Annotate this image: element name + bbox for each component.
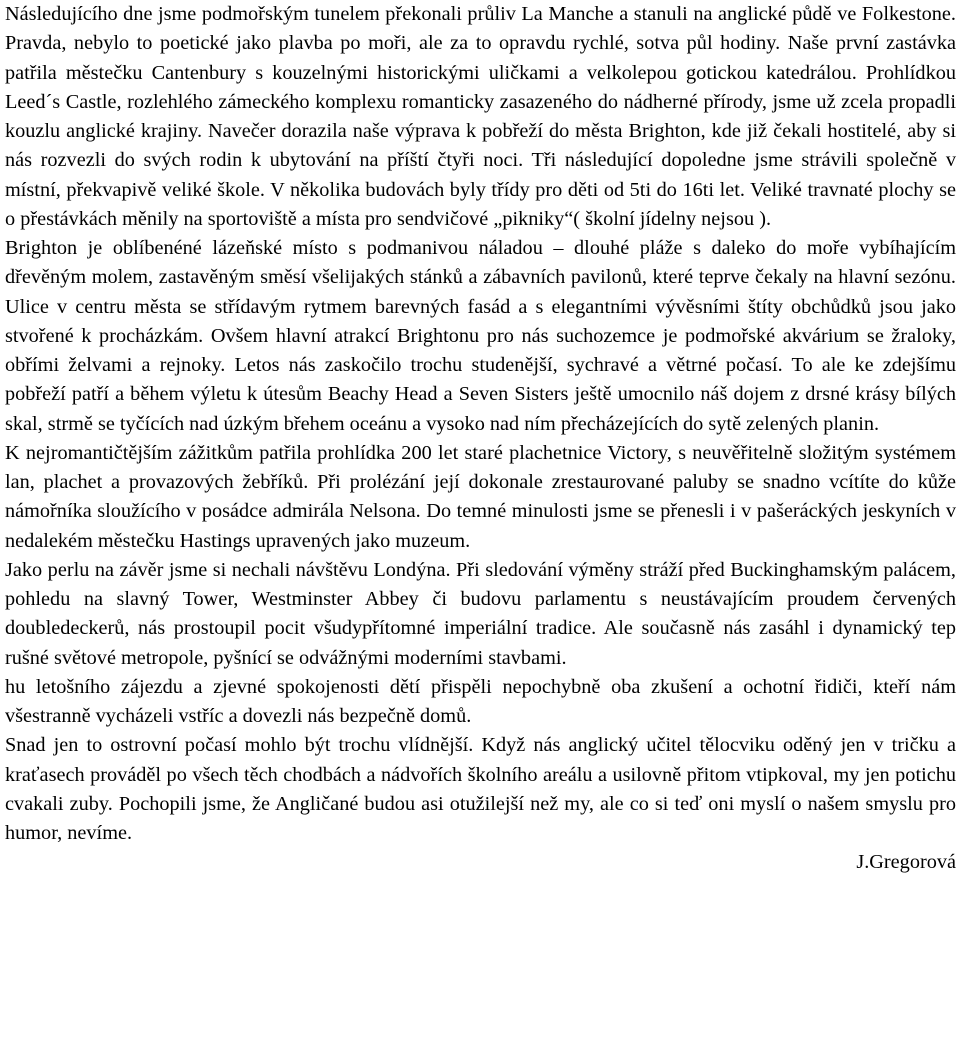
paragraph-folkestone-arrival: Následujícího dne jsme podmořským tunelem překonali průliv La Manche a stanuli na anglické půdě ve Folkestone. Pravda, nebylo to poetické jako plavba po moři, ale za to opravdu rychlé, sotva půl hodiny. Naše první zastávka patřila městečku Cantenbury s kouzelnými historickými uličkami a velkolepou gotickou katedrálou. Prohlídkou Leed´s Castle, rozlehlého zámeckého komplexu romanticky zasazeného do nádherné přírody, jsme už zcela propadli kouzlu anglické krajiny. Navečer dorazila naše výprava k pobřeží do města Brighton, kde již čekali hostitelé, aby si nás rozvezli do svých rodin k ubytování na příští čtyři noci. Tři následující dopoledne jsme strávili společně v místní, překvapivě veliké škole. V několika budovách byly třídy pro děti od 5ti do 16ti let. Veliké travnaté plochy se o přestávkách měnily na sportoviště a místa pro sendvičové „pikniky“( školní jídelny nejsou ). bbox=[5, 3, 956, 230]
paragraph-brighton: Brighton je oblíbenéné lázeňské místo s podmanivou náladou – dlouhé pláže s daleko do moře vybíhajícím dřevěným molem, zastavěným směsí všelijakých stánků a zábavních pavilonů, které teprve čekaly na hlavní sezónu. Ulice v centru města se střídavým rytmem barevných fasád a s elegantními vývěsními štíty obchůdků jsou jako stvořené k procházkám. Ovšem hlavní atrakcí Brightonu pro nás suchozemce je podmořské akvárium se žraloky, obřími želvami a rejnoky. Letos nás zaskočilo trochu studenější, sychravé a větrné počasí. To ale ke zdejšímu pobřeží patří a během výletu k útesům Beachy Head a Seven Sisters ještě umocnilo náš dojem z drsné krásy bílých skal, strmě se tyčících nad úzkým břehem oceánu a vysoko nad ním přecházejících do sytě zelených planin. bbox=[5, 237, 956, 435]
paragraph-victory-hastings: K nejromantičtějším zážitkům patřila prohlídka 200 let staré plachetnice Victory, s neuvěřitelně složitým systémem lan, plachet a provazových žebříků. Při prolézání její dokonale zrestaurované paluby se snadno vcítíte do kůže námořníka sloužícího v posádce admirála Nelsona. Do temné minulosti jsme se přenesli i v pašeráckých jeskyních v nedalekém městečku Hastings upravených jako muzeum. bbox=[5, 441, 956, 552]
author-signature: J.Gregorová bbox=[856, 851, 956, 874]
paragraph-drivers: hu letošního zájezdu a zjevné spokojenosti dětí přispěli nepochybně oba zkušení a ochotní řidiči, kteří nám všestranně vycházeli vstříc a dovezli nás bezpečně domů. bbox=[5, 675, 956, 727]
paragraph-london: Jako perlu na závěr jsme si nechali návštěvu Londýna. Při sledování výměny stráží před Buckinghamským palácem, pohledu na slavný Tower, Westminster Abbey či budovu parlamentu s neustávajícím proudem červených doubledeckerů, nás prostoupil pocit všudypřítomné imperiální tradice. Ale současně nás zasáhl i dynamický tep rušné světové metropole, pyšnící se odvážnými moderními stavbami. bbox=[5, 558, 956, 669]
paragraph-weather: Snad jen to ostrovní počasí mohlo být trochu vlídnější. Když nás anglický učitel tělocviku oděný jen v tričku a kraťasech prováděl po všech těch chodbách a nádvořích školního areálu a usilovně přitom vtipkoval, my jen potichu cvakali zuby. Pochopili jsme, že Angličané budou asi otužilejší než my, ale co si teď oni myslí o našem smyslu pro humor, nevíme. bbox=[5, 734, 956, 844]
